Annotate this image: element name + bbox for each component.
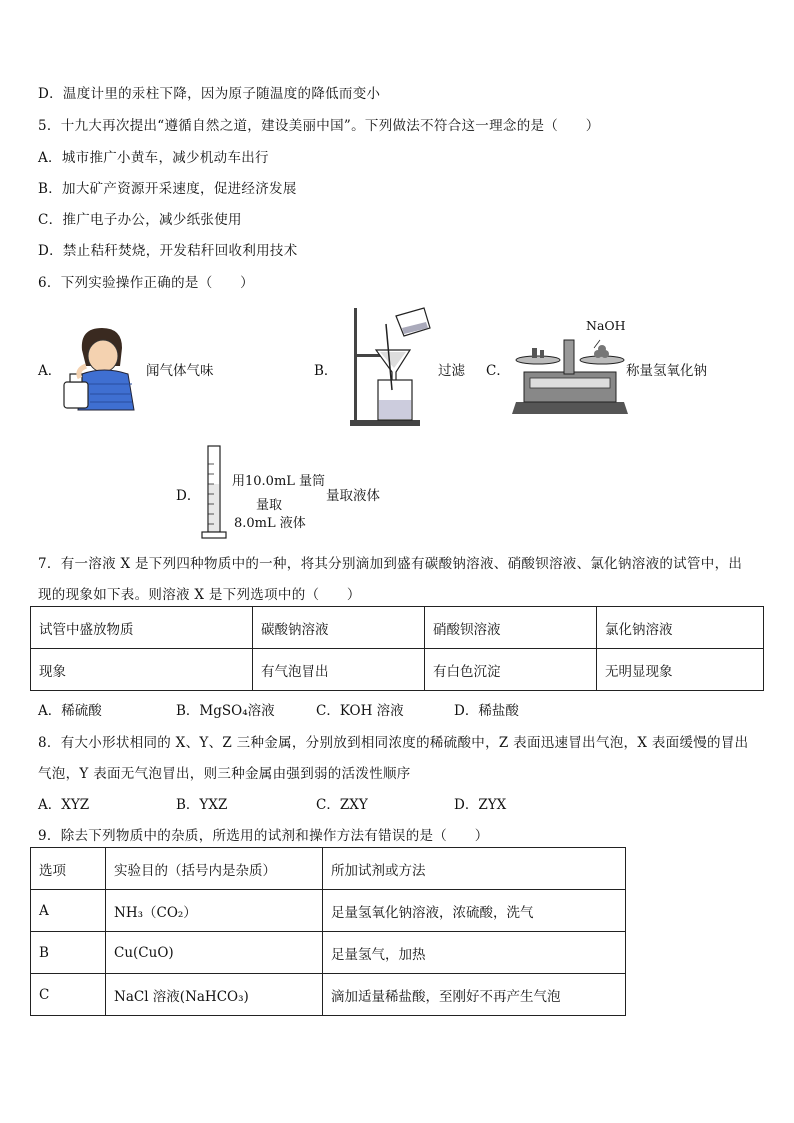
table-cell: 碳酸钠溶液	[253, 607, 425, 649]
table-cell: Cu(CuO)	[106, 932, 323, 974]
q7-table	[30, 606, 764, 691]
graduated-cylinder-illustration	[200, 444, 228, 542]
q6-stem: 6．下列实验操作正确的是（ ）	[38, 275, 254, 291]
table-row	[31, 848, 626, 890]
q6-d-line2: 量取	[256, 498, 283, 513]
q8-option-d: D．ZYX	[454, 797, 507, 813]
q9-stem: 9．除去下列物质中的杂质，所选用的试剂和操作方法有错误的是（ ）	[38, 828, 489, 844]
table-cell: 试管中盛放物质	[31, 607, 253, 649]
q4-option-d: D．温度计里的汞柱下降，因为原子随温度的降低而变小	[38, 86, 381, 102]
q7-stem-line1: 7．有一溶液 X 是下列四种物质中的一种，将其分别滴加到盛有碳酸钠溶液、硝酸钡溶液、氯化钠溶液的试管中，出	[38, 556, 743, 572]
q6-c-letter: C．	[486, 363, 510, 379]
table-row	[31, 649, 764, 691]
q7-option-a: A．稀硫酸	[38, 703, 102, 719]
table-row	[31, 974, 626, 1016]
table-header-cell: 选项	[31, 848, 106, 890]
table-cell: 有气泡冒出	[253, 649, 425, 691]
q6-d-line1: 用10.0mL 量筒	[232, 474, 326, 489]
table-cell: 氯化钠溶液	[597, 607, 764, 649]
table-cell: 有白色沉淀	[425, 649, 597, 691]
table-row	[31, 890, 626, 932]
q5-option-a: A．城市推广小黄车，减少机动车出行	[38, 150, 269, 166]
table-cell: NH₃（CO₂）	[106, 890, 323, 932]
table-cell: 无明显现象	[597, 649, 764, 691]
q6-b-caption: 过滤	[438, 363, 465, 379]
q8-option-a: A．XYZ	[38, 797, 90, 813]
q6-c-caption: 称量氢氧化钠	[626, 363, 707, 379]
q8-stem-line2: 气泡，Y 表面无气泡冒出，则三种金属由强到弱的活泼性顺序	[38, 766, 411, 782]
q9-table	[30, 847, 626, 1016]
q7-stem-line2: 现的现象如下表。则溶液 X 是下列选项中的（ ）	[38, 587, 361, 603]
q6-d-letter: D．	[176, 488, 201, 504]
table-cell: 足量氢氧化钠溶液，浓硫酸，洗气	[323, 890, 626, 932]
q7-option-c: C．KOH 溶液	[316, 703, 404, 719]
q6-b-letter: B．	[314, 363, 338, 379]
q5-option-b: B．加大矿产资源开采速度，促进经济发展	[38, 181, 297, 197]
table-cell: C	[31, 974, 106, 1016]
table-row	[31, 607, 764, 649]
table-cell: 硝酸钡溶液	[425, 607, 597, 649]
q6-d-line3: 8.0mL 液体	[234, 516, 306, 531]
table-header-cell: 实验目的（括号内是杂质）	[106, 848, 323, 890]
q6-a-caption: 闻气体气味	[146, 363, 214, 379]
q5-option-d: D．禁止秸秆焚烧，开发秸秆回收利用技术	[38, 243, 298, 259]
q8-stem-line1: 8．有大小形状相同的 X、Y、Z 三种金属，分别放到相同浓度的稀硫酸中，Z 表面迅速冒出气泡，X 表面缓慢的冒出	[38, 735, 749, 751]
q7-option-b: B．MgSO₄溶液	[176, 703, 275, 719]
q7-option-d: D．稀盐酸	[454, 703, 519, 719]
q5-stem: 5．十九大再次提出“遵循自然之道，建设美丽中国”。下列做法不符合这一理念的是（ ）	[38, 118, 600, 134]
table-cell: 足量氢气，加热	[323, 932, 626, 974]
q8-option-c: C．ZXY	[316, 797, 368, 813]
q5-option-c: C．推广电子办公，减少纸张使用	[38, 212, 242, 228]
table-cell: A	[31, 890, 106, 932]
table-cell: 滴加适量稀盐酸，至刚好不再产生气泡	[323, 974, 626, 1016]
q6-a-letter: A．	[38, 363, 62, 379]
q8-option-b: B．YXZ	[176, 797, 228, 813]
table-header-cell: 所加试剂或方法	[323, 848, 626, 890]
q6-d-tail: 量取液体	[326, 488, 380, 504]
table-cell: B	[31, 932, 106, 974]
table-row	[31, 932, 626, 974]
naoh-label: NaOH	[586, 318, 626, 333]
table-cell: NaCl 溶液(NaHCO₃)	[106, 974, 323, 1016]
table-cell: 现象	[31, 649, 253, 691]
smelling-gas-illustration	[62, 322, 142, 412]
balance-scale-illustration	[510, 334, 630, 416]
filtration-apparatus-illustration	[340, 302, 440, 430]
